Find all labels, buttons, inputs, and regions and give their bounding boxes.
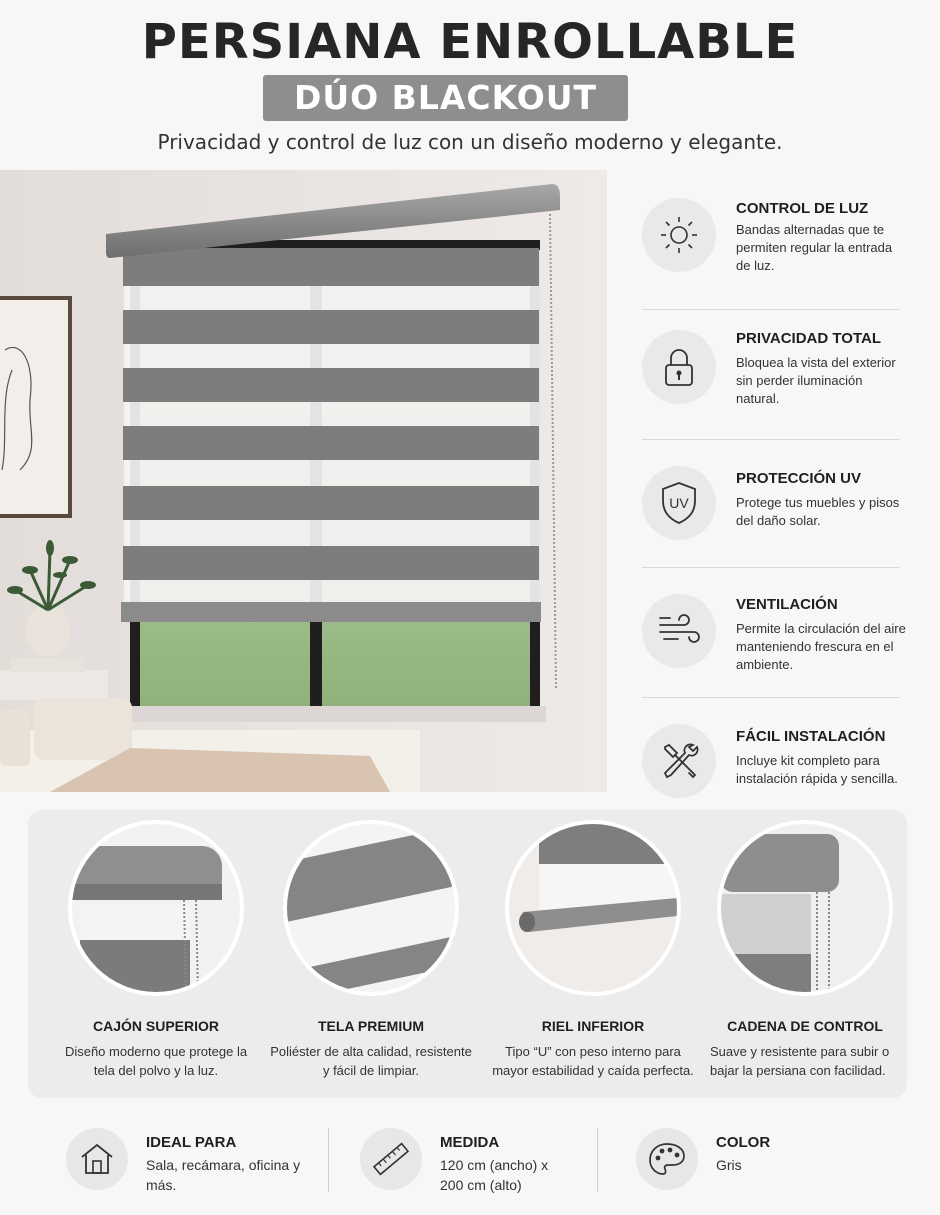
component-top-cassette [51, 824, 261, 1080]
feature-description: Incluye kit completo para instalación rápida y sencilla. [736, 753, 898, 786]
house-icon [66, 1128, 128, 1190]
feature-description: Bloquea la vista del exterior sin perder iluminación natural. [736, 355, 896, 406]
component-title: CAJÓN SUPERIOR [92, 1018, 220, 1034]
feature-title: PROTECCIÓN UV [736, 470, 862, 487]
component-premium-fabric [266, 824, 476, 1080]
feature-description: Protege tus muebles y pisos del daño solar. [736, 495, 900, 528]
feature-title: CONTROL DE LUZ [736, 200, 869, 217]
page-title: PERSIANA ENROLLABLE [141, 14, 799, 70]
sun-icon [642, 198, 716, 272]
hero-room-illustration [0, 170, 607, 792]
control-chain-closeup [721, 824, 889, 992]
component-control-chain [700, 824, 910, 1080]
feature-title: VENTILACIÓN [736, 596, 838, 613]
tools-icon [642, 724, 716, 798]
component-description: Diseño moderno que protege la tela del polvo y la luz. [64, 1044, 248, 1078]
divider [597, 1128, 598, 1192]
palette-icon [636, 1128, 698, 1190]
fabric-closeup [287, 824, 455, 992]
wall-art-frame [0, 296, 72, 518]
svg-text:UV: UV [669, 495, 689, 511]
feature-title: PRIVACIDAD TOTAL [736, 330, 881, 347]
feature-privacy [642, 310, 900, 440]
lock-icon [642, 330, 716, 404]
feature-description: Bandas alternadas que te permiten regular la entrada de luz. [736, 222, 893, 273]
uv-shield-icon [642, 466, 716, 540]
component-description: Poliéster de alta calidad, resistente y fácil de limpiar. [270, 1044, 472, 1078]
roller-blind-scene [0, 170, 607, 792]
component-bottom-rail [488, 824, 698, 1080]
divider [328, 1128, 329, 1192]
info-title: IDEAL PARA [146, 1134, 237, 1151]
tagline: Privacidad y control de luz con un diseño moderno y elegante. [157, 130, 783, 154]
component-description: Tipo “U” con peso interno para mayor estabilidad y caída perfecta. [492, 1044, 694, 1078]
component-description: Suave y resistente para subir o bajar la persiana con facilidad. [710, 1044, 890, 1078]
component-title: RIEL INFERIOR [541, 1018, 645, 1034]
components-panel [28, 810, 907, 1098]
component-title: CADENA DE CONTROL [727, 1018, 883, 1034]
info-text: 120 cm (ancho) x 200 cm (alto) [440, 1157, 549, 1193]
wind-icon [642, 594, 716, 668]
info-title: MEDIDA [440, 1134, 500, 1151]
ruler-icon [360, 1128, 422, 1190]
feature-title: FÁCIL INSTALACIÓN [736, 728, 886, 745]
feature-description: Permite la circulación del aire manteniendo frescura en el ambiente. [736, 621, 906, 672]
feature-light-control [642, 180, 900, 310]
info-title: COLOR [716, 1134, 771, 1151]
feature-ventilation [642, 568, 906, 698]
component-title: TELA PREMIUM [317, 1018, 425, 1034]
bottom-rail-closeup [509, 824, 677, 992]
info-text: Gris [716, 1157, 742, 1173]
product-subtitle-badge: DÚO BLACKOUT [263, 75, 628, 121]
feature-uv-protection [642, 440, 900, 568]
feature-easy-install [642, 698, 900, 828]
features-list [642, 180, 906, 828]
info-text: Sala, recámara, oficina y más. [146, 1157, 301, 1193]
top-cassette-closeup [72, 824, 240, 992]
